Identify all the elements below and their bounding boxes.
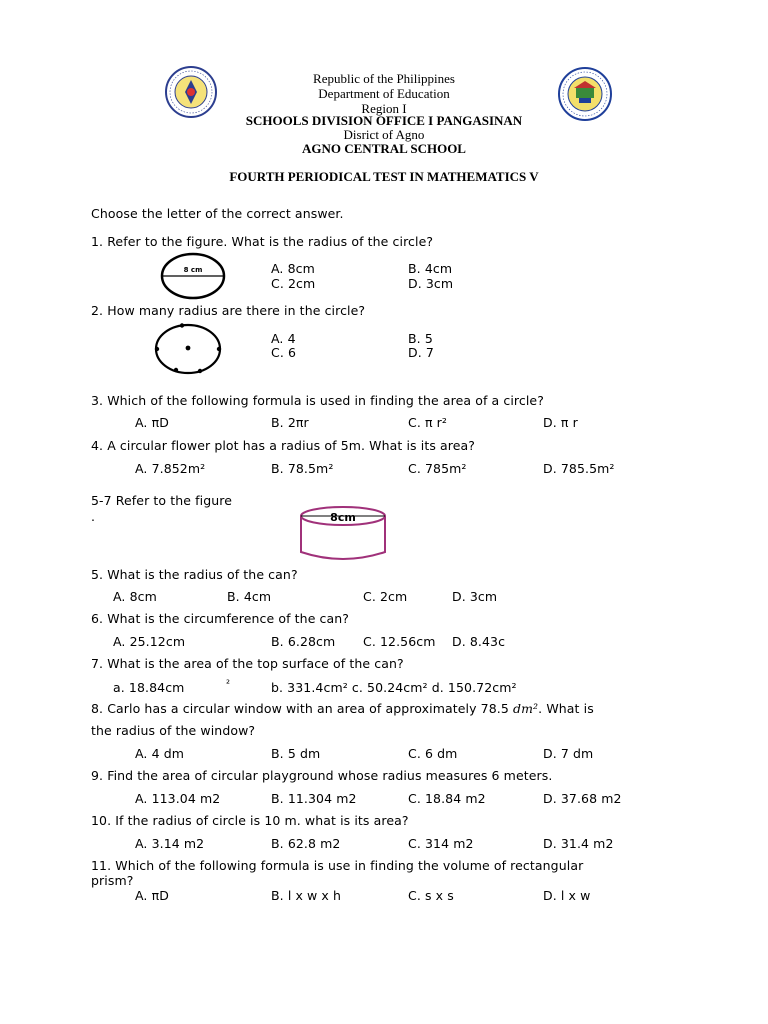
q5-option-d[interactable]: D. 3cm — [452, 589, 498, 604]
instructions: Choose the letter of the correct answer. — [91, 206, 344, 221]
q3-option-b[interactable]: B. 2πr — [271, 415, 309, 430]
q2-option-a[interactable]: A. 4 — [271, 331, 296, 346]
q1-option-b[interactable]: B. 4cm — [408, 261, 453, 276]
q4-option-c[interactable]: C. 785m² — [408, 461, 467, 476]
q4-option-a[interactable]: A. 7.852m² — [135, 461, 206, 476]
header-division: SCHOOLS DIVISION OFFICE I PANGASINAN — [245, 113, 523, 128]
q3-option-d[interactable]: D. π r — [543, 415, 578, 430]
header-department: Department of Education — [318, 86, 450, 101]
q7-option-a[interactable]: a. 18.84cm — [113, 680, 185, 695]
q5-option-a[interactable]: A. 8cm — [113, 589, 157, 604]
q1-option-d[interactable]: D. 3cm — [408, 276, 454, 291]
question-8-stem — [91, 701, 594, 716]
q5-option-b[interactable]: B. 4cm — [227, 589, 272, 604]
question-11-stem-line2: prism? — [91, 873, 134, 888]
question-4-stem: 4. A circular flower plot has a radius of 5m. What is its area? — [91, 438, 476, 453]
q9-option-c[interactable]: C. 18.84 m2 — [408, 791, 486, 806]
header-republic: Republic of the Philippines — [313, 71, 455, 86]
q11-option-b[interactable]: B. l x w x h — [271, 888, 342, 903]
questions-5-7-stem: 5-7 Refer to the figure — [91, 493, 233, 508]
question-8-stem-end: . What is — [538, 701, 594, 716]
q10-option-b[interactable]: B. 62.8 m2 — [271, 836, 341, 851]
q8-option-a[interactable]: A. 4 dm — [135, 746, 185, 761]
q6-option-a[interactable]: A. 25.12cm — [113, 634, 186, 649]
question-2-stem: 2. How many radius are there in the circle? — [91, 303, 366, 318]
question-3-stem: 3. Which of the following formula is used in finding the area of a circle? — [91, 393, 544, 408]
q7-option-a-superscript: ² — [226, 679, 231, 690]
q10-option-c[interactable]: C. 314 m2 — [408, 836, 474, 851]
q3-option-a[interactable]: A. πD — [135, 415, 169, 430]
q9-option-a[interactable]: A. 113.04 m2 — [135, 791, 221, 806]
q9-option-d[interactable]: D. 37.68 m2 — [543, 791, 622, 806]
q5-option-c[interactable]: C. 2cm — [363, 589, 408, 604]
header-district: Disrict of Agno — [343, 127, 425, 142]
question-1-stem: 1. Refer to the figure. What is the radius of the circle? — [91, 234, 434, 249]
header-school: AGNO CENTRAL SCHOOL — [302, 141, 466, 156]
q10-option-d[interactable]: D. 31.4 m2 — [543, 836, 614, 851]
cylinder-diameter-label: 8cm — [330, 511, 356, 524]
q1-option-c[interactable]: C. 2cm — [271, 276, 316, 291]
q8-option-c[interactable]: C. 6 dm — [408, 746, 458, 761]
q6-option-b[interactable]: B. 6.28cm — [271, 634, 336, 649]
q3-option-c[interactable]: C. π r² — [408, 415, 448, 430]
question-11-stem: 11. Which of the following formula is use in finding the volume of rectangular — [91, 858, 584, 873]
circle-diameter-label: 8 cm — [183, 266, 203, 274]
q2-option-c[interactable]: C. 6 — [271, 345, 297, 360]
q4-option-b[interactable]: B. 78.5m² — [271, 461, 334, 476]
q11-option-a[interactable]: A. πD — [135, 888, 169, 903]
q8-option-d[interactable]: D. 7 dm — [543, 746, 594, 761]
question-8-stem-text: 8. Carlo has a circular window with an area of approximately 78.5 — [91, 701, 509, 716]
q4-option-d[interactable]: D. 785.5m² — [543, 461, 615, 476]
q8-option-b[interactable]: B. 5 dm — [271, 746, 321, 761]
q2-option-b[interactable]: B. 5 — [408, 331, 433, 346]
question-10-stem: 10. If the radius of circle is 10 m. what is its area? — [91, 813, 409, 828]
q7-options-b-c-d[interactable]: b. 331.4cm² c. 50.24cm² d. 150.72cm² — [271, 680, 517, 695]
q2-option-d[interactable]: D. 7 — [408, 345, 434, 360]
q6-option-c[interactable]: C. 12.56cm — [363, 634, 436, 649]
circle-diameter-figure — [158, 251, 228, 301]
q10-option-a[interactable]: A. 3.14 m2 — [135, 836, 205, 851]
header-region: Region I — [361, 101, 407, 116]
q9-option-b[interactable]: B. 11.304 m2 — [271, 791, 357, 806]
question-6-stem: 6. What is the circumference of the can? — [91, 611, 350, 626]
circle-radius-figure — [152, 322, 224, 376]
stray-period: . — [91, 509, 96, 524]
question-8-stem-line2: the radius of the window? — [91, 723, 256, 738]
q1-option-a[interactable]: A. 8cm — [271, 261, 315, 276]
q11-option-c[interactable]: C. s x s — [408, 888, 454, 903]
q6-option-d[interactable]: D. 8.43c — [452, 634, 506, 649]
q11-option-d[interactable]: D. l x w — [543, 888, 591, 903]
cylinder-can-figure — [297, 504, 389, 564]
question-7-stem: 7. What is the area of the top surface of the can? — [91, 656, 404, 671]
test-title: FOURTH PERIODICAL TEST IN MATHEMATICS V — [229, 169, 539, 184]
question-9-stem: 9. Find the area of circular playground whose radius measures 6 meters. — [91, 768, 553, 783]
question-5-stem: 5. What is the radius of the can? — [91, 567, 298, 582]
question-8-unit: dm² — [513, 701, 539, 716]
